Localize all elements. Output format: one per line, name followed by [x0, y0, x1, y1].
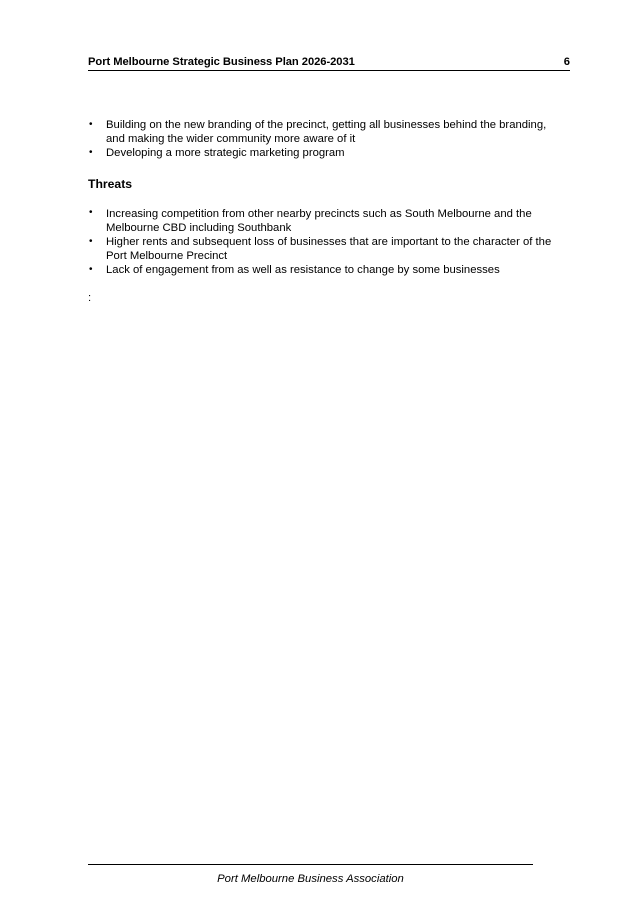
list-item: [88, 263, 558, 277]
spacer: [88, 191, 558, 207]
list-item: [88, 207, 558, 235]
spacer: [88, 161, 558, 177]
header-title: Port Melbourne Strategic Business Plan 2026-2031: [88, 56, 355, 68]
section-heading-threats: Threats: [88, 176, 133, 191]
threats-bullet-list: [88, 207, 558, 278]
page-header: [88, 56, 570, 71]
footer-text: Port Melbourne Business Association: [217, 873, 404, 885]
opportunities-bullet-list: [88, 118, 558, 161]
list-item: [88, 235, 552, 263]
list-item-text: Increasing competition from other nearby precincts such as South Melbourne and the Melbourne CBD including Southbank: [106, 207, 532, 234]
list-item: [88, 118, 552, 146]
page-content: [88, 118, 558, 305]
page-footer: [88, 864, 533, 887]
list-item: [88, 146, 552, 160]
list-item-text: Building on the new branding of the precinct, getting all businesses behind the branding, and making the wider community more aware of it: [106, 119, 547, 146]
page-number: 6: [563, 56, 570, 68]
trailing-colon-mark: :: [88, 291, 92, 304]
list-item-text: Developing a more strategic marketing program: [106, 147, 345, 160]
spacer: [88, 278, 558, 291]
list-item-text: Higher rents and subsequent loss of businesses that are important to the character of the Port Melbourne Precinct: [106, 236, 552, 263]
list-item-text: Lack of engagement from as well as resistance to change by some businesses: [106, 264, 500, 277]
